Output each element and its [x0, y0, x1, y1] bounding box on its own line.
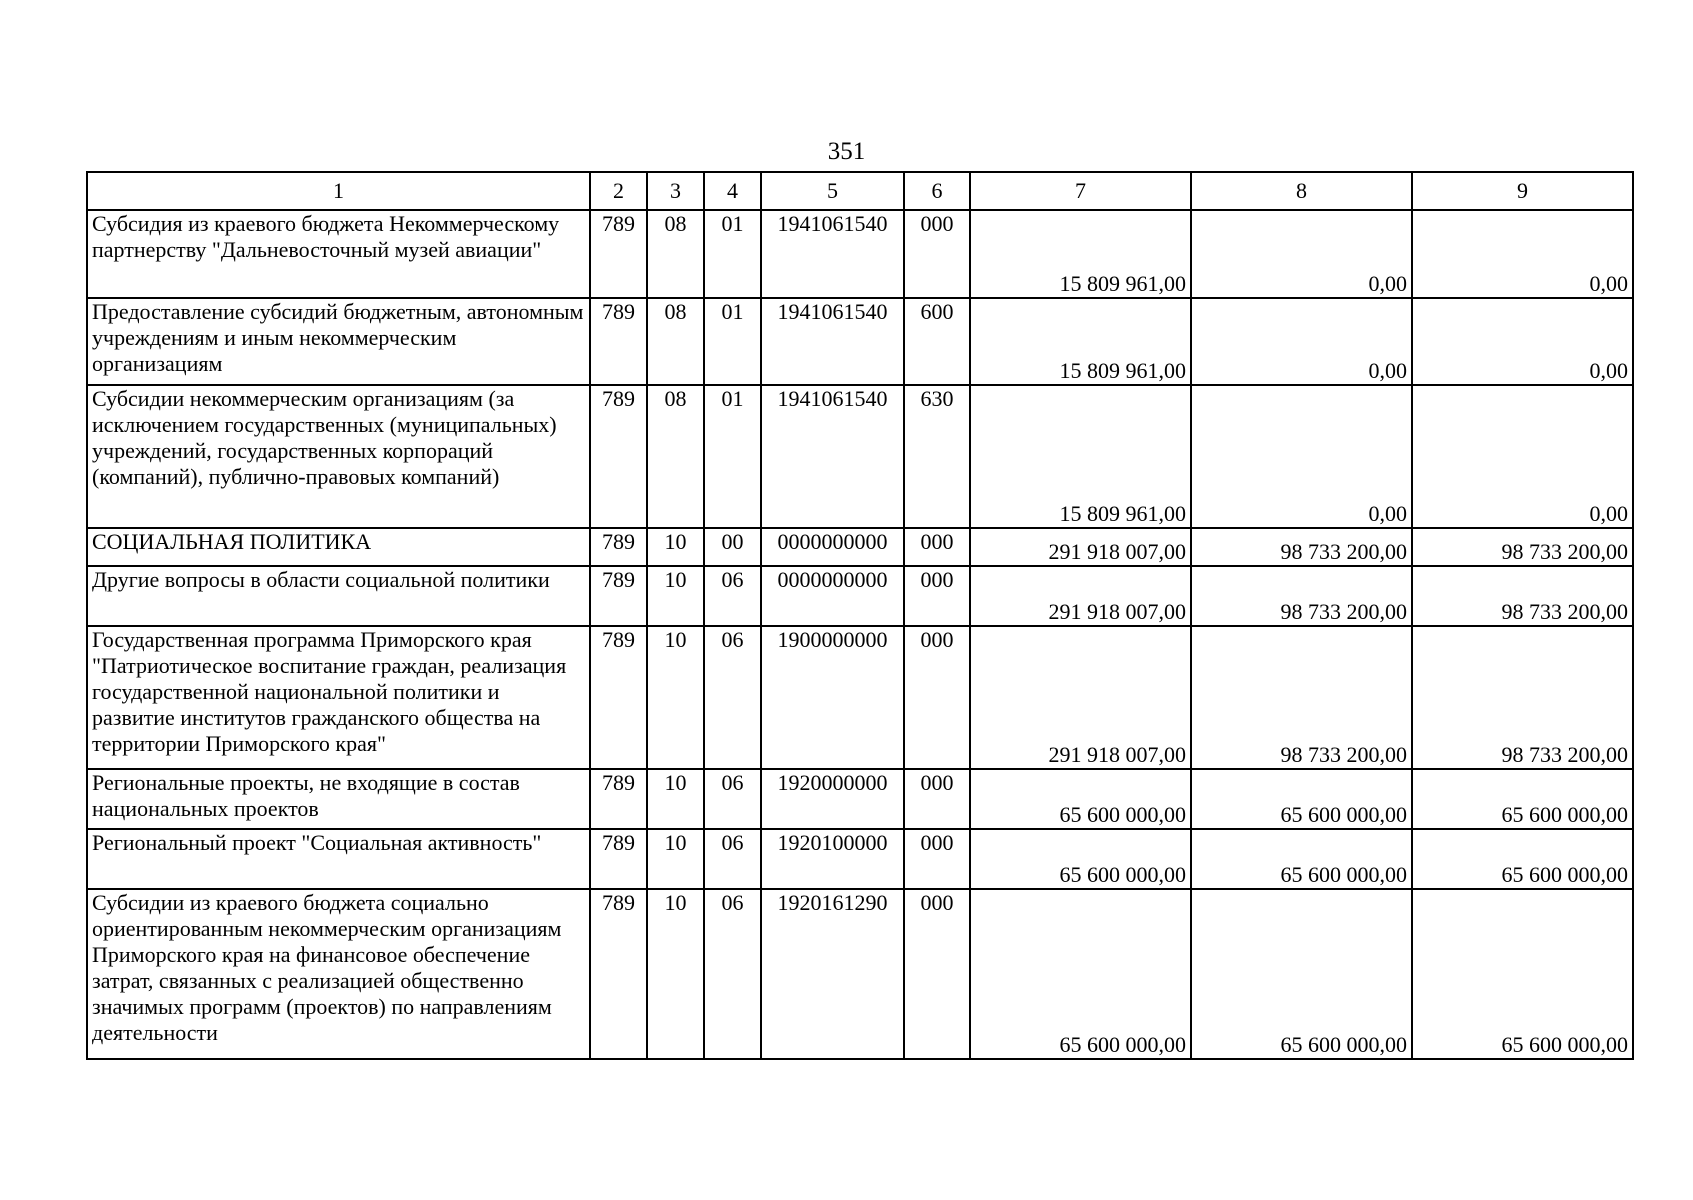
row-description: Предоставление субсидий бюджетным, автономным учреждениям и иным некоммерческим организациям: [87, 298, 590, 385]
cell-code-2: 789: [590, 769, 647, 829]
cell-amount-7: 291 918 007,00: [970, 566, 1191, 626]
cell-amount-8: 98 733 200,00: [1191, 566, 1412, 626]
cell-amount-8: 65 600 000,00: [1191, 829, 1412, 889]
cell-code-5: 1941061540: [761, 385, 904, 528]
cell-amount-8: 0,00: [1191, 298, 1412, 385]
cell-code-3: 10: [647, 626, 704, 769]
cell-amount-7: 65 600 000,00: [970, 769, 1191, 829]
cell-amount-7: 65 600 000,00: [970, 889, 1191, 1059]
row-description: Субсидия из краевого бюджета Некоммерческому партнерству "Дальневосточный музей авиации": [87, 210, 590, 298]
cell-amount-9: 0,00: [1412, 298, 1633, 385]
cell-code-6: 000: [904, 566, 970, 626]
cell-code-2: 789: [590, 385, 647, 528]
cell-code-6: 000: [904, 769, 970, 829]
cell-amount-9: 65 600 000,00: [1412, 889, 1633, 1059]
cell-amount-9: 65 600 000,00: [1412, 769, 1633, 829]
cell-code-6: 000: [904, 210, 970, 298]
cell-amount-8: 65 600 000,00: [1191, 889, 1412, 1059]
cell-code-3: 10: [647, 528, 704, 566]
table-row: [87, 385, 1633, 528]
page-number: 351: [827, 138, 866, 165]
table-row: [87, 566, 1633, 626]
cell-code-5: 1941061540: [761, 210, 904, 298]
cell-amount-7: 15 809 961,00: [970, 298, 1191, 385]
cell-code-4: 06: [704, 769, 761, 829]
cell-code-3: 08: [647, 210, 704, 298]
cell-code-4: 01: [704, 385, 761, 528]
table-row: [87, 528, 1633, 566]
column-header: 5: [761, 172, 904, 210]
cell-code-6: 600: [904, 298, 970, 385]
table-row: [87, 210, 1633, 298]
cell-amount-9: 65 600 000,00: [1412, 829, 1633, 889]
cell-code-3: 10: [647, 889, 704, 1059]
cell-code-3: 10: [647, 829, 704, 889]
cell-code-2: 789: [590, 210, 647, 298]
cell-code-2: 789: [590, 889, 647, 1059]
column-header: 6: [904, 172, 970, 210]
cell-code-6: 000: [904, 626, 970, 769]
cell-amount-8: 65 600 000,00: [1191, 769, 1412, 829]
cell-code-5: 1900000000: [761, 626, 904, 769]
column-header: 4: [704, 172, 761, 210]
cell-code-3: 10: [647, 566, 704, 626]
cell-code-4: 06: [704, 566, 761, 626]
column-header: 9: [1412, 172, 1633, 210]
row-description: Субсидии некоммерческим организациям (за исключением государственных (муниципальных) учреждений, государственных корпораций (компаний), публично-правовых компаний): [87, 385, 590, 528]
column-header: 7: [970, 172, 1191, 210]
cell-amount-7: 15 809 961,00: [970, 210, 1191, 298]
cell-code-6: 000: [904, 829, 970, 889]
cell-code-4: 06: [704, 829, 761, 889]
cell-amount-9: 0,00: [1412, 385, 1633, 528]
table-row: [87, 298, 1633, 385]
cell-amount-9: 98 733 200,00: [1412, 626, 1633, 769]
cell-code-5: 0000000000: [761, 566, 904, 626]
cell-amount-8: 0,00: [1191, 210, 1412, 298]
cell-code-4: 06: [704, 889, 761, 1059]
cell-code-2: 789: [590, 566, 647, 626]
cell-code-6: 630: [904, 385, 970, 528]
cell-code-4: 06: [704, 626, 761, 769]
column-header: 3: [647, 172, 704, 210]
table-row: [87, 626, 1633, 769]
row-description: СОЦИАЛЬНАЯ ПОЛИТИКА: [87, 528, 590, 566]
cell-code-3: 10: [647, 769, 704, 829]
row-description: Региональные проекты, не входящие в состав национальных проектов: [87, 769, 590, 829]
column-header: 8: [1191, 172, 1412, 210]
table-row: [87, 829, 1633, 889]
cell-code-5: 1920100000: [761, 829, 904, 889]
column-header: 1: [87, 172, 590, 210]
cell-code-5: 0000000000: [761, 528, 904, 566]
cell-amount-7: 291 918 007,00: [970, 528, 1191, 566]
cell-amount-8: 0,00: [1191, 385, 1412, 528]
cell-amount-9: 0,00: [1412, 210, 1633, 298]
budget-table: [86, 171, 1634, 1060]
cell-amount-9: 98 733 200,00: [1412, 528, 1633, 566]
cell-code-4: 01: [704, 210, 761, 298]
cell-code-5: 1920000000: [761, 769, 904, 829]
cell-code-2: 789: [590, 829, 647, 889]
row-description: Государственная программа Приморского края "Патриотическое воспитание граждан, реализация государственной национальной политики и развитие институтов гражданского общества на территории Приморского края": [87, 626, 590, 769]
cell-amount-7: 15 809 961,00: [970, 385, 1191, 528]
column-header: 2: [590, 172, 647, 210]
cell-code-2: 789: [590, 298, 647, 385]
cell-amount-8: 98 733 200,00: [1191, 528, 1412, 566]
cell-code-5: 1941061540: [761, 298, 904, 385]
header-row: [87, 172, 1633, 210]
cell-code-3: 08: [647, 298, 704, 385]
cell-amount-7: 291 918 007,00: [970, 626, 1191, 769]
cell-code-2: 789: [590, 626, 647, 769]
cell-code-6: 000: [904, 889, 970, 1059]
row-description: Региональный проект "Социальная активность": [87, 829, 590, 889]
table-row: [87, 889, 1633, 1059]
cell-amount-8: 98 733 200,00: [1191, 626, 1412, 769]
cell-code-2: 789: [590, 528, 647, 566]
cell-code-4: 01: [704, 298, 761, 385]
cell-code-3: 08: [647, 385, 704, 528]
table-row: [87, 769, 1633, 829]
row-description: Другие вопросы в области социальной политики: [87, 566, 590, 626]
row-description: Субсидии из краевого бюджета социально ориентированным некоммерческим организациям Приморского края на финансовое обеспечение затрат, связанных с реализацией общественно значимых программ (проектов) по направлениям деятельности: [87, 889, 590, 1059]
cell-amount-7: 65 600 000,00: [970, 829, 1191, 889]
cell-code-4: 00: [704, 528, 761, 566]
cell-code-6: 000: [904, 528, 970, 566]
cell-amount-9: 98 733 200,00: [1412, 566, 1633, 626]
cell-code-5: 1920161290: [761, 889, 904, 1059]
